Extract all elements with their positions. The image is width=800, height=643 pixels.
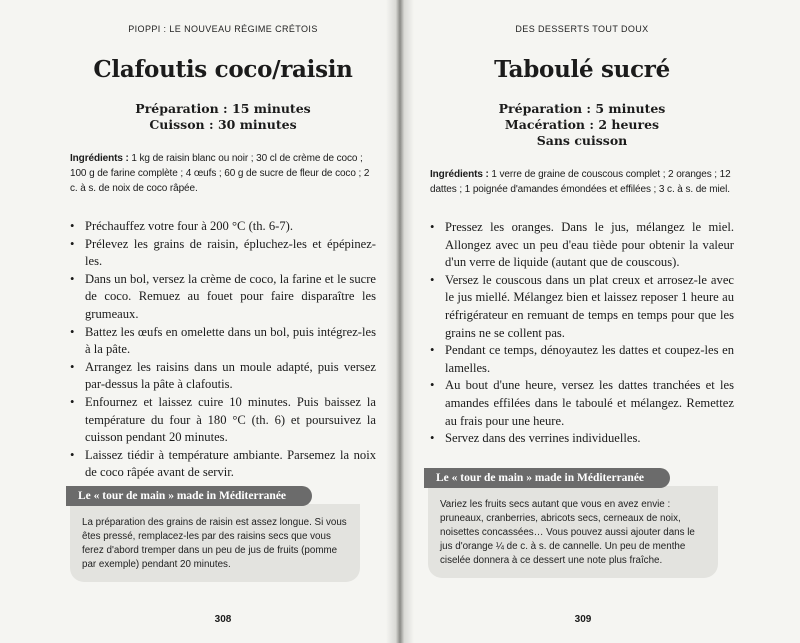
page-number: 308 xyxy=(214,614,232,625)
maceration-time: Macération : 2 heures xyxy=(504,117,660,132)
tip-box-left xyxy=(70,484,360,582)
prep-time: Préparation : 5 minutes xyxy=(498,101,666,116)
no-cooking: Sans cuisson xyxy=(536,133,628,148)
tip-box-right xyxy=(428,466,718,578)
steps-list xyxy=(70,218,376,482)
step-item: • Arrangez les raisins dans un moule adapté, puis versez par-dessus la pâte à clafoutis. xyxy=(70,359,376,394)
recipe-title: Taboulé sucré xyxy=(494,56,670,83)
step-item: • Au bout d'une heure, versez les dattes tranchées et les amandes effilées dans le taboulé et mélangez. Remettez au frais pour une heure. xyxy=(430,377,734,430)
tip-title: Le « tour de main » made in Méditerranée xyxy=(66,486,312,506)
recipe-title: Clafoutis coco/raisin xyxy=(93,56,353,83)
step-item: • Préchauffez votre four à 200 °C (th. 6-7). xyxy=(70,218,376,236)
step-item: • Pressez les oranges. Dans le jus, mélangez le miel. Allongez avec un peu d'eau tiède pour obtenir la valeur d'un verre de liquide (autant que de couscous). xyxy=(430,219,734,272)
ingredients-text: 1 verre de graine de couscous complet ; 2 oranges ; 12 dattes ; 1 poignée d'amandes émondées et effilées ; 3 c. à s. de miel. xyxy=(430,169,731,195)
tip-text: La préparation des grains de raisin est assez longue. Si vous êtes pressé, remplacez-les par des raisins secs que vous ferez d'abord tremper dans un peu de jus de fruits (pomme par exemple) pendant 20 minutes. xyxy=(70,504,360,582)
step-item: • Laissez tiédir à température ambiante. Parsemez la noix de coco râpée avant de servir. xyxy=(70,447,376,482)
steps-list xyxy=(430,219,734,448)
prep-time: Préparation : 15 minutes xyxy=(135,101,311,116)
ingredients-text: 1 kg de raisin blanc ou noir ; 30 cl de crème de coco ; 100 g de farine complète ; 4 œufs ; 60 g de sucre de fleur de coco ; 2 c. à s. de noix de coco râpée. xyxy=(70,153,370,194)
book-gutter xyxy=(386,0,414,643)
tip-title: Le « tour de main » made in Méditerranée xyxy=(424,468,670,488)
step-item: • Enfournez et laissez cuire 10 minutes. Puis baissez la température du four à 180 °C (th. 6) et poursuivez la cuisson pendant 20 minutes. xyxy=(70,394,376,447)
ingredients-label: Ingrédients : xyxy=(430,169,489,180)
tip-text: Variez les fruits secs autant que vous en avez envie : pruneaux, cranberries, abricots secs, cerneaux de noix, noisettes concassées… Vous pouvez aussi ajouter dans le jus d'orange ¼ de c. à s. de cannelle. Un peu de menthe ciselée donnera à ce dessert une note plus fraîche. xyxy=(428,486,718,578)
step-item: • Battez les œufs en omelette dans un bol, puis intégrez-les à la pâte. xyxy=(70,324,376,359)
ingredients xyxy=(70,151,376,196)
recipe-meta xyxy=(430,101,734,149)
step-item: • Versez le couscous dans un plat creux et arrosez-le avec le jus miellé. Mélangez bien et laissez reposer 1 heure au réfrigérateur en remuant de temps en temps pour que les grains ne se collent pas. xyxy=(430,272,734,342)
step-item: • Servez dans des verrines individuelles. xyxy=(430,430,734,448)
step-item: • Prélevez les grains de raisin, épluchez-les et épépinez-les. xyxy=(70,236,376,271)
step-item: • Dans un bol, versez la crème de coco, la farine et le sucre de coco. Remuez au fouet pour faire disparaître les grumeaux. xyxy=(70,271,376,324)
cook-time: Cuisson : 30 minutes xyxy=(149,117,297,132)
running-head: DES DESSERTS TOUT DOUX xyxy=(515,24,649,34)
running-head: PIOPPI : LE NOUVEAU RÉGIME CRÉTOIS xyxy=(128,24,318,34)
ingredients-label: Ingrédients : xyxy=(70,153,129,164)
recipe-meta xyxy=(70,101,376,133)
ingredients xyxy=(430,167,734,197)
step-item: • Pendant ce temps, dénoyautez les dattes et coupez-les en lamelles. xyxy=(430,342,734,377)
page-number: 309 xyxy=(574,614,592,625)
